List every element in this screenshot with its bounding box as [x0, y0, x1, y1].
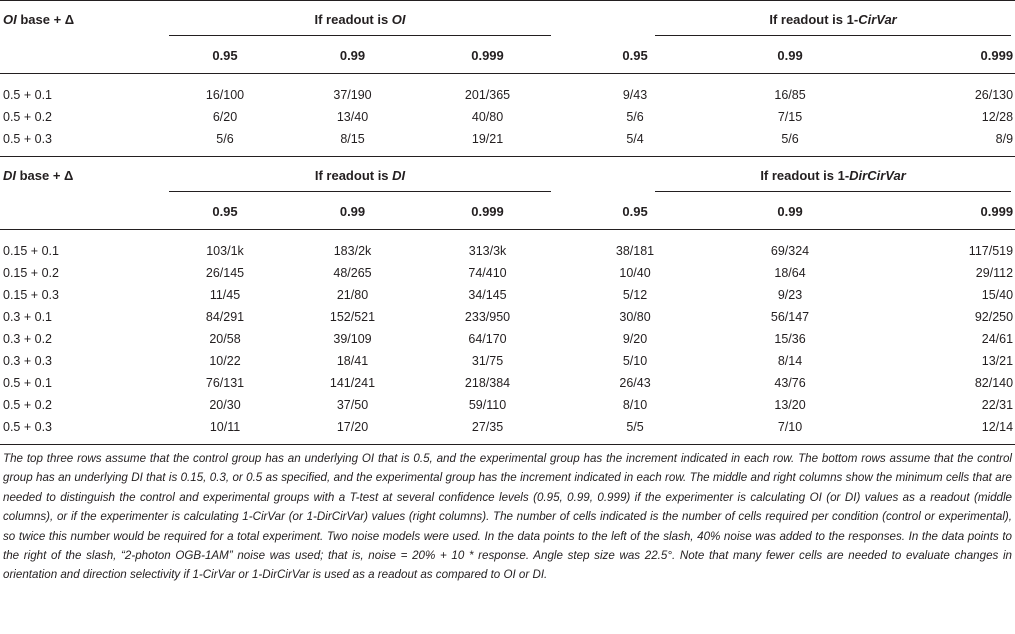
confidence-level-header: 0.99	[339, 203, 366, 219]
table-cell: 5/12	[622, 288, 648, 302]
table-cell: 48/265	[333, 266, 372, 280]
row-label: 0.5 + 0.2	[3, 110, 52, 124]
table-cell: 82/140	[974, 376, 1014, 390]
table-cell: 13/21	[981, 354, 1014, 368]
table-cell: 5/6	[781, 132, 799, 146]
table-cell: 201/365	[464, 88, 511, 102]
row-label: 0.5 + 0.3	[3, 420, 52, 434]
confidence-level-header: 0.95	[212, 203, 238, 219]
confidence-level-header: 0.99	[777, 203, 803, 219]
table-cell: 30/80	[619, 310, 651, 324]
confidence-level-header: 0.999	[980, 203, 1014, 219]
row-label: 0.3 + 0.1	[3, 310, 52, 324]
table-row	[0, 284, 1015, 306]
table-cell: 39/109	[333, 332, 372, 346]
section1-row-label-header: OI base + Δ	[0, 1, 165, 38]
section1-confidence-row	[0, 37, 1015, 74]
table-cell: 31/75	[471, 354, 504, 368]
table-cell: 76/131	[205, 376, 245, 390]
row-label: 0.5 + 0.1	[3, 376, 52, 390]
table-cell: 233/950	[464, 310, 511, 324]
row-label: 0.5 + 0.1	[3, 88, 52, 102]
table-cell: 11/45	[209, 288, 241, 302]
table-cell: 5/5	[626, 420, 644, 434]
table-cell: 5/10	[622, 354, 648, 368]
row-label: 0.15 + 0.3	[3, 288, 59, 302]
table-cell: 43/76	[774, 376, 806, 390]
table-cell: 20/30	[209, 398, 241, 412]
table-cell: 15/40	[981, 288, 1014, 302]
table-cell: 6/20	[212, 110, 238, 124]
row-label: 0.15 + 0.1	[3, 244, 59, 258]
table-cell: 8/10	[622, 398, 648, 412]
table-cell: 10/11	[209, 420, 241, 434]
table-cell: 84/291	[205, 310, 245, 324]
table-cell: 40/80	[471, 110, 504, 124]
table-cell: 9/20	[622, 332, 648, 346]
table-cell: 7/15	[777, 110, 803, 124]
table-cell: 5/6	[216, 132, 234, 146]
section2-group1-header: If readout is DI	[165, 157, 555, 194]
table-cell: 26/43	[619, 376, 651, 390]
table-cell: 152/521	[329, 310, 376, 324]
section2-confidence-row	[0, 193, 1015, 230]
confidence-level-header: 0.99	[777, 47, 803, 63]
table-cell: 10/22	[209, 354, 241, 368]
table-cell: 37/50	[336, 398, 369, 412]
table-cell: 218/384	[464, 376, 511, 390]
confidence-level-header: 0.999	[471, 203, 504, 219]
row-label: 0.5 + 0.2	[3, 398, 52, 412]
table-cell: 9/23	[777, 288, 803, 302]
table-row	[0, 262, 1015, 284]
table-footnote: The top three rows assume that the control group has an underlying OI that is 0.5, and the experimental group has the increment indicated in each row. The bottom rows assume that the control group has an underlying DI that is 0.15, 0.3, or 0.5 as specified, and the experimental group has the increment indicated in each row. The middle and right columns show the minimum cells that are needed to distinguish the control and experimental groups with a T-test at several confidence levels (0.95, 0.99, 0.999) if the experimenter is calculating OI (or DI) values as a readout (middle columns), or if the experimenter is calculating 1-CirVar (or 1-DirCirVar) values (right columns). The number of cells indicated is the number of cells required per condition (control or experimental), so twice this number would be required for a total experiment. Two noise models were used. In the data points to the left of the slash, 40% noise was added to the responses. In the data points to the right of the slash, “2-photon OGB-1AM” noise was used; that is, noise = 20% + 10 * response. Angle step size was 22.5°. Note that many fewer cells are needed to evaluate changes in orientation and direction selectivity if 1-CirVar or 1-DirCirVar is used as a readout as compared to OI or DI.	[3, 452, 1012, 582]
table-cell: 17/20	[336, 420, 369, 434]
table-cell: 8/9	[995, 132, 1014, 146]
table-cell: 12/14	[981, 420, 1014, 434]
table-cell: 29/112	[975, 266, 1014, 280]
confidence-level-header: 0.999	[471, 47, 504, 63]
table-cell: 8/15	[340, 132, 365, 146]
section2-row-label-header: DI base + Δ	[0, 157, 165, 194]
section1-group1-header: If readout is OI	[165, 1, 555, 38]
section1-header-row	[0, 1, 1015, 38]
table-cell: 5/6	[626, 110, 644, 124]
table-cell: 117/519	[968, 244, 1014, 258]
section2-header-row	[0, 157, 1015, 194]
table-row	[0, 416, 1015, 445]
table-row	[0, 394, 1015, 416]
table-cell: 34/145	[468, 288, 507, 302]
blank-header-cell	[0, 37, 165, 74]
table-cell: 9/43	[622, 88, 648, 102]
section1-body	[0, 74, 1015, 157]
table-cell: 5/4	[626, 132, 644, 146]
row-label: 0.3 + 0.3	[3, 354, 52, 368]
table-cell: 20/58	[209, 332, 241, 346]
table-cell: 59/110	[468, 398, 507, 412]
table-row	[0, 74, 1015, 107]
table-cell: 56/147	[770, 310, 810, 324]
table-cell: 8/14	[777, 354, 803, 368]
table-row	[0, 128, 1015, 157]
row-label: 0.3 + 0.2	[3, 332, 52, 346]
table-cell: 13/20	[774, 398, 806, 412]
confidence-level-header: 0.95	[622, 47, 648, 63]
table-cell: 92/250	[974, 310, 1014, 324]
table-cell: 24/61	[981, 332, 1014, 346]
table-cell: 27/35	[471, 420, 504, 434]
table-cell: 38/181	[615, 244, 655, 258]
confidence-level-header: 0.99	[339, 47, 366, 63]
table-cell: 141/241	[329, 376, 376, 390]
table-cell: 19/21	[471, 132, 504, 146]
table-cell: 16/100	[205, 88, 245, 102]
table-cell: 64/170	[468, 332, 507, 346]
confidence-level-header: 0.95	[212, 47, 238, 63]
table-cell: 22/31	[981, 398, 1014, 412]
section1-group2-header: If readout is 1-CirVar	[555, 1, 1015, 38]
table-row	[0, 230, 1015, 263]
table-cell: 26/145	[205, 266, 245, 280]
table-row	[0, 328, 1015, 350]
table-cell: 26/130	[974, 88, 1014, 102]
table-cell: 18/64	[774, 266, 806, 280]
table-cell: 103/1k	[206, 244, 244, 258]
table-cell: 21/80	[336, 288, 369, 302]
table-cell: 15/36	[774, 332, 806, 346]
table-row	[0, 372, 1015, 394]
table-cell: 18/41	[336, 354, 369, 368]
table-row	[0, 306, 1015, 328]
table-cell: 12/28	[981, 110, 1014, 124]
table-row	[0, 106, 1015, 128]
table-cell: 37/190	[333, 88, 372, 102]
table-cell: 7/10	[777, 420, 803, 434]
table-cell: 16/85	[774, 88, 806, 102]
table-row	[0, 350, 1015, 372]
table-cell: 313/3k	[468, 244, 507, 258]
blank-header-cell	[0, 193, 165, 230]
table-cell: 13/40	[336, 110, 369, 124]
section2-group2-header: If readout is 1-DirCirVar	[555, 157, 1015, 194]
confidence-level-header: 0.999	[980, 47, 1014, 63]
table-cell: 10/40	[619, 266, 651, 280]
row-label: 0.15 + 0.2	[3, 266, 59, 280]
table-cell: 74/410	[468, 266, 507, 280]
table-cell: 69/324	[770, 244, 810, 258]
table-cell: 183/2k	[333, 244, 372, 258]
section2-body	[0, 230, 1015, 445]
confidence-level-header: 0.95	[622, 203, 648, 219]
row-label: 0.5 + 0.3	[3, 132, 52, 146]
